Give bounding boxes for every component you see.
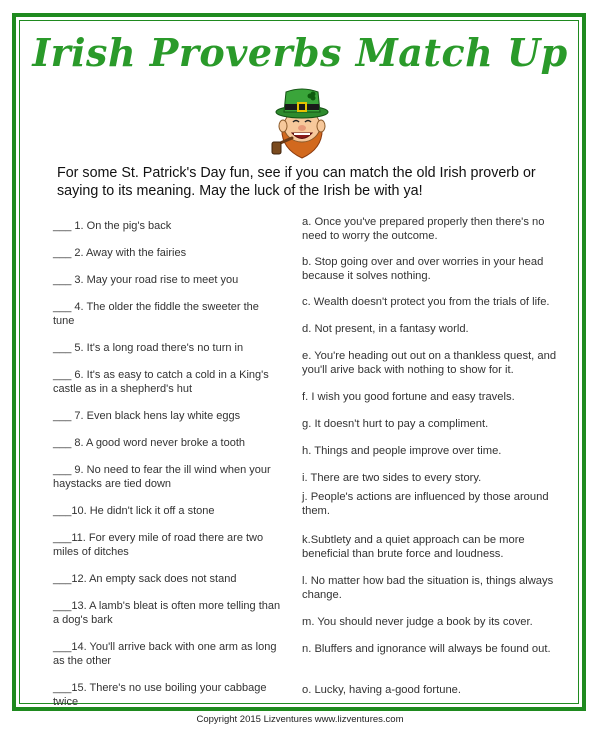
meaning-item: i. There are two sides to every story. [302, 472, 482, 484]
proverb-item: ___10. He didn't lick it off a stone [53, 505, 215, 517]
proverb-item: ___11. For every mile of road there are two miles of ditches [53, 532, 264, 558]
proverb-item: ___ 2. Away with the fairies [53, 247, 187, 259]
proverb-item: ___ 4. The older the fiddle the sweeter the tune [53, 301, 259, 327]
meaning-item: b. Stop going over and over worries in your head because it solves nothing. [302, 256, 544, 282]
meaning-item: d. Not present, in a fantasy world. [302, 323, 469, 335]
proverb-item: ___15. There's no use boiling your cabbage twice [53, 682, 267, 708]
proverb-item: ___ 3. May your road rise to meet you [53, 274, 239, 286]
meaning-item: e. You're heading out out on a thankless quest, and you'll arive back with nothing to show for it. [302, 350, 557, 376]
proverb-item: ___14. You'll arrive back with one arm as long as the other [53, 641, 277, 667]
meaning-item: l. No matter how bad the situation is, things always change. [302, 575, 554, 601]
intro-text: For some St. Patrick's Day fun, see if you can match the old Irish proverb or saying to its meaning. May the luck of the Irish be with ya! [57, 165, 536, 199]
proverb-item: ___ 1. On the pig's back [53, 220, 172, 232]
meaning-item: m. You should never judge a book by its cover. [302, 616, 533, 628]
proverb-item: ___13. A lamb's bleat is often more telling than a dog's bark [53, 600, 281, 626]
meaning-item: h. Things and people improve over time. [302, 445, 502, 457]
meaning-item: f. I wish you good fortune and easy travels. [302, 391, 515, 403]
proverb-item: ___ 9. No need to fear the ill wind when your haystacks are tied down [53, 464, 271, 490]
copyright-footer: Copyright 2015 Lizventures www.lizventures.com [196, 714, 404, 725]
proverb-item: ___ 8. A good word never broke a tooth [53, 437, 246, 449]
meaning-item: j. People's actions are influenced by those around them. [302, 491, 549, 517]
meaning-item: c. Wealth doesn't protect you from the trials of life. [302, 296, 550, 308]
proverb-item: ___12. An empty sack does not stand [53, 573, 237, 585]
meaning-item: g. It doesn't hurt to pay a compliment. [302, 418, 489, 430]
meaning-item: a. Once you've prepared properly then there's no need to worry the outcome. [302, 216, 545, 242]
meaning-item: n. Bluffers and ignorance will always be found out. [302, 643, 551, 655]
proverb-item: ___ 7. Even black hens lay white eggs [53, 410, 241, 422]
proverb-item: ___ 5. It's a long road there's no turn in [53, 342, 244, 354]
page-title: Irish Proverbs Match Up [32, 30, 568, 75]
meaning-item: k.Subtlety and a quiet approach can be more beneficial than brute force and loudness. [302, 534, 525, 560]
proverb-item: ___ 6. It's as easy to catch a cold in a King's castle as in a shepherd's hut [53, 369, 269, 395]
meaning-item: o. Lucky, having a-good fortune. [302, 684, 462, 696]
leprechaun-icon [266, 86, 338, 164]
